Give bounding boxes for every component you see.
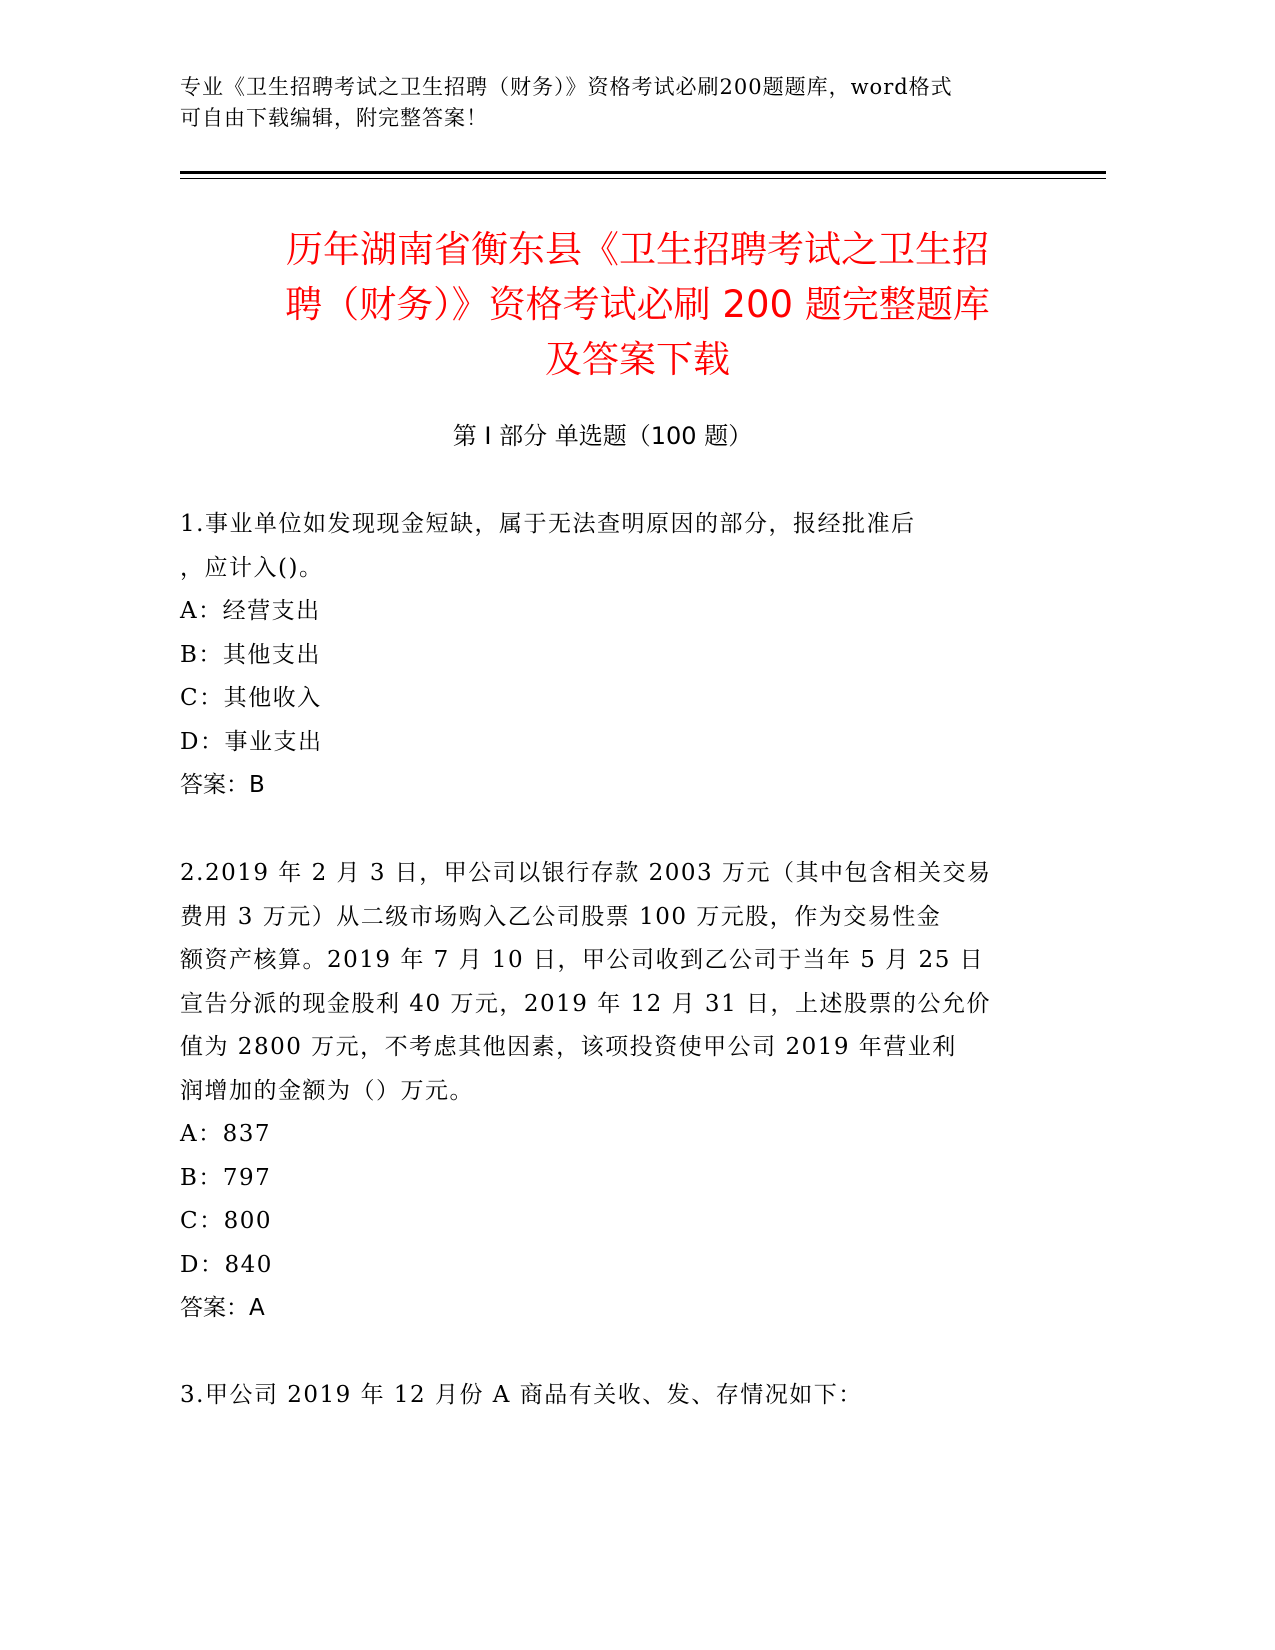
option-b: B：其他支出 xyxy=(180,641,321,668)
header-note-line: 专业《卫生招聘考试之卫生招聘（财务）》资格考试必刷200题题库，word格式 xyxy=(180,75,953,99)
question-stem-line: 2.2019 年 2 月 3 日，甲公司以银行存款 2003 万元（其中包含相关交易 xyxy=(180,860,992,886)
question-stem-line: 费用 3 万元）从二级市场购入乙公司股票 100 万元股，作为交易性金 xyxy=(180,903,942,930)
header-divider-thick xyxy=(180,171,1106,174)
header-note-line: 可自由下载编辑，附完整答案！ xyxy=(180,106,488,130)
title-line: 及答案下载 xyxy=(545,338,730,381)
question-stem-line: ，应计入()。 xyxy=(180,554,324,581)
option-d: D：事业支出 xyxy=(180,728,323,755)
option-c: C：800 xyxy=(180,1208,272,1234)
option-a: A：经营支出 xyxy=(180,598,321,624)
question-stem-line: 宣告分派的现金股利 40 万元，2019 年 12 月 31 日，上述股票的公允价 xyxy=(180,990,992,1017)
document-title xyxy=(150,222,1125,387)
option-d: D：840 xyxy=(180,1251,273,1278)
question-block xyxy=(180,1374,1080,1418)
answer-line: 答案：A xyxy=(180,1295,265,1321)
option-c: C：其他收入 xyxy=(180,685,322,711)
question-stem-line: 额资产核算。2019 年 7 月 10 日，甲公司收到乙公司于当年 5 月 25 日 xyxy=(180,947,985,973)
title-line: 历年湖南省衡东县《卫生招聘考试之卫生招 xyxy=(286,228,989,271)
question-block xyxy=(180,503,1080,808)
question-stem-line: 值为 2800 万元，不考虑其他因素，该项投资使甲公司 2019 年营业利 xyxy=(180,1034,957,1060)
question-stem-line: 3.甲公司 2019 年 12 月份 A 商品有关收、发、存情况如下： xyxy=(180,1382,863,1408)
section-heading: 第 I 部分 单选题（100 题） xyxy=(452,422,753,450)
question-block xyxy=(180,852,1080,1331)
question-stem-line: 1.事业单位如发现现金短缺，属于无法查明原因的部分，报经批准后 xyxy=(180,511,916,537)
answer-line: 答案：B xyxy=(180,772,265,798)
question-stem-line: 润增加的金额为（）万元。 xyxy=(180,1077,474,1104)
option-b: B：797 xyxy=(180,1164,272,1191)
document-header-note xyxy=(180,72,1030,134)
title-line: 聘（财务）》资格考试必刷 200 题完整题库 xyxy=(285,283,990,326)
header-divider-thin xyxy=(180,178,1106,179)
option-a: A：837 xyxy=(180,1121,272,1147)
